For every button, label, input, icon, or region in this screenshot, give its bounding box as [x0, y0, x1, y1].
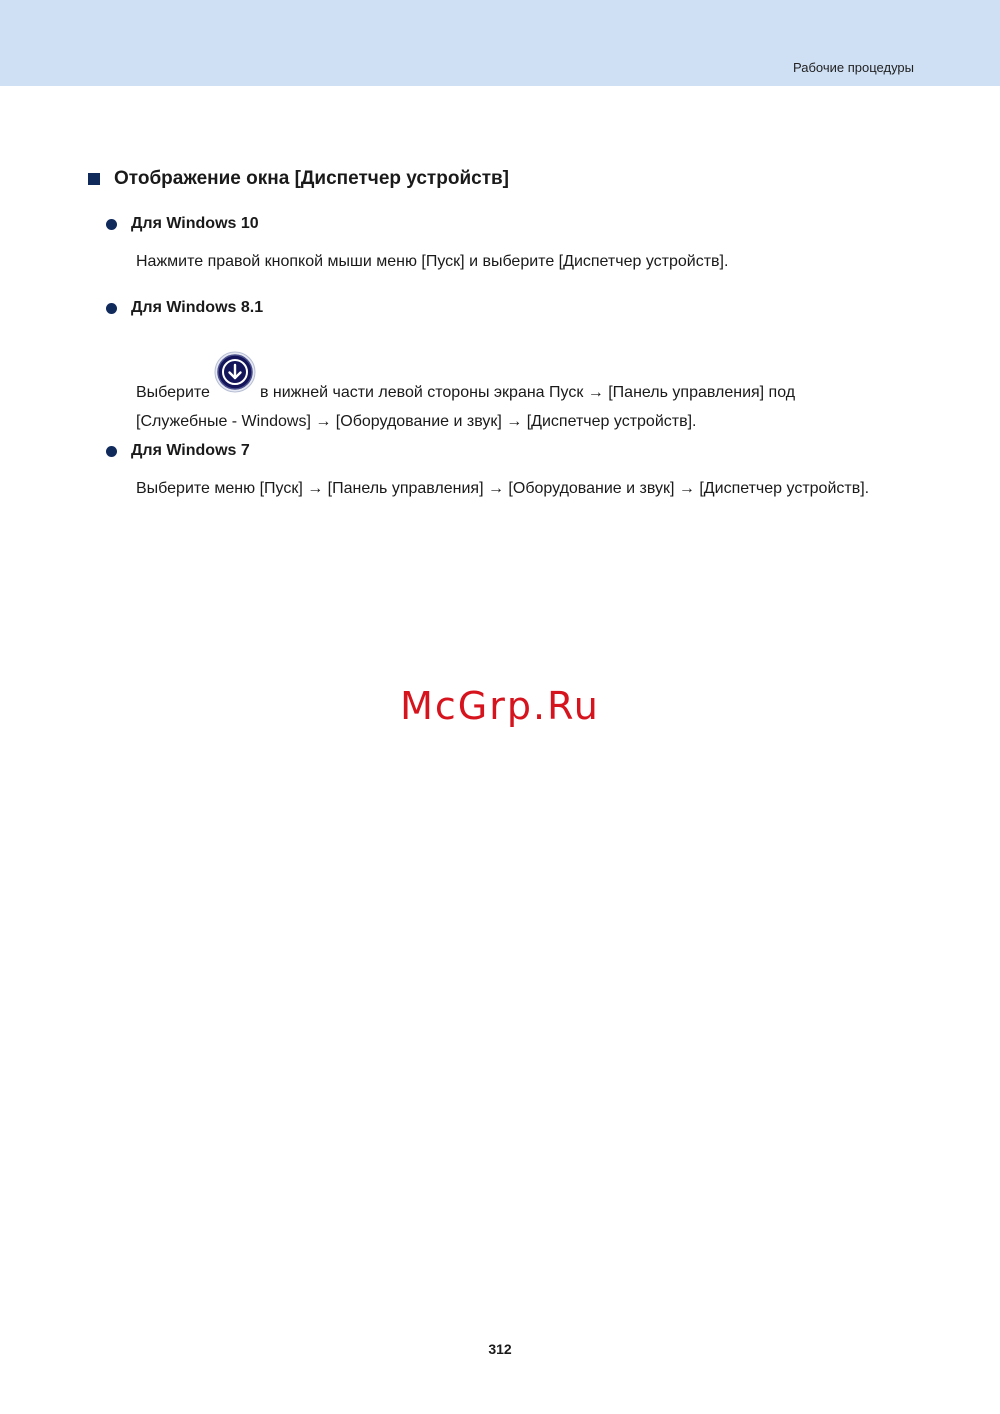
header-title: Рабочие процедуры: [793, 60, 914, 75]
down-arrow-circle-icon: [214, 351, 256, 393]
item-windows-7: [106, 440, 926, 503]
watermark: McGrp.Ru: [400, 684, 600, 728]
item-windows-8-1: [106, 297, 926, 436]
section: [88, 166, 928, 192]
item-windows-10: [106, 213, 926, 276]
item-body: [136, 474, 926, 503]
item-body-text: Выберите: [136, 384, 210, 401]
dot-bullet-icon: [106, 219, 117, 230]
page-number: 312: [488, 1341, 512, 1357]
item-body-text: Нажмите правой кнопкой мыши меню [Пуск] и выберите [Диспетчер устройств].: [136, 253, 729, 270]
dot-bullet-icon: [106, 303, 117, 314]
item-heading-text: Для Windows 8.1: [131, 299, 264, 316]
section-heading: [88, 166, 928, 192]
item-heading-text: Для Windows 10: [131, 215, 259, 232]
dot-bullet-icon: [106, 446, 117, 457]
item-body-line-2: [136, 407, 926, 436]
item-heading-text: Для Windows 7: [131, 442, 250, 459]
item-heading: [106, 297, 926, 319]
square-bullet-icon: [88, 173, 100, 185]
section-heading-text: Отображение окна [Диспетчер устройств]: [114, 168, 510, 189]
header-band: [0, 0, 1000, 86]
item-body-text: в нижней части левой стороны экрана Пуск → [Панель управления] под: [259, 384, 796, 401]
item-body-text: Выберите меню [Пуск] → [Панель управления] → [Оборудование и звук] → [Диспетчер устройств].: [136, 480, 870, 497]
item-body-text: [Служебные - Windows] → [Оборудование и звук] → [Диспетчер устройств].: [136, 413, 697, 430]
item-body: [136, 247, 926, 276]
item-body: [136, 359, 926, 436]
item-heading: [106, 440, 926, 462]
item-body-line-1: [136, 359, 926, 407]
item-heading: [106, 213, 926, 235]
